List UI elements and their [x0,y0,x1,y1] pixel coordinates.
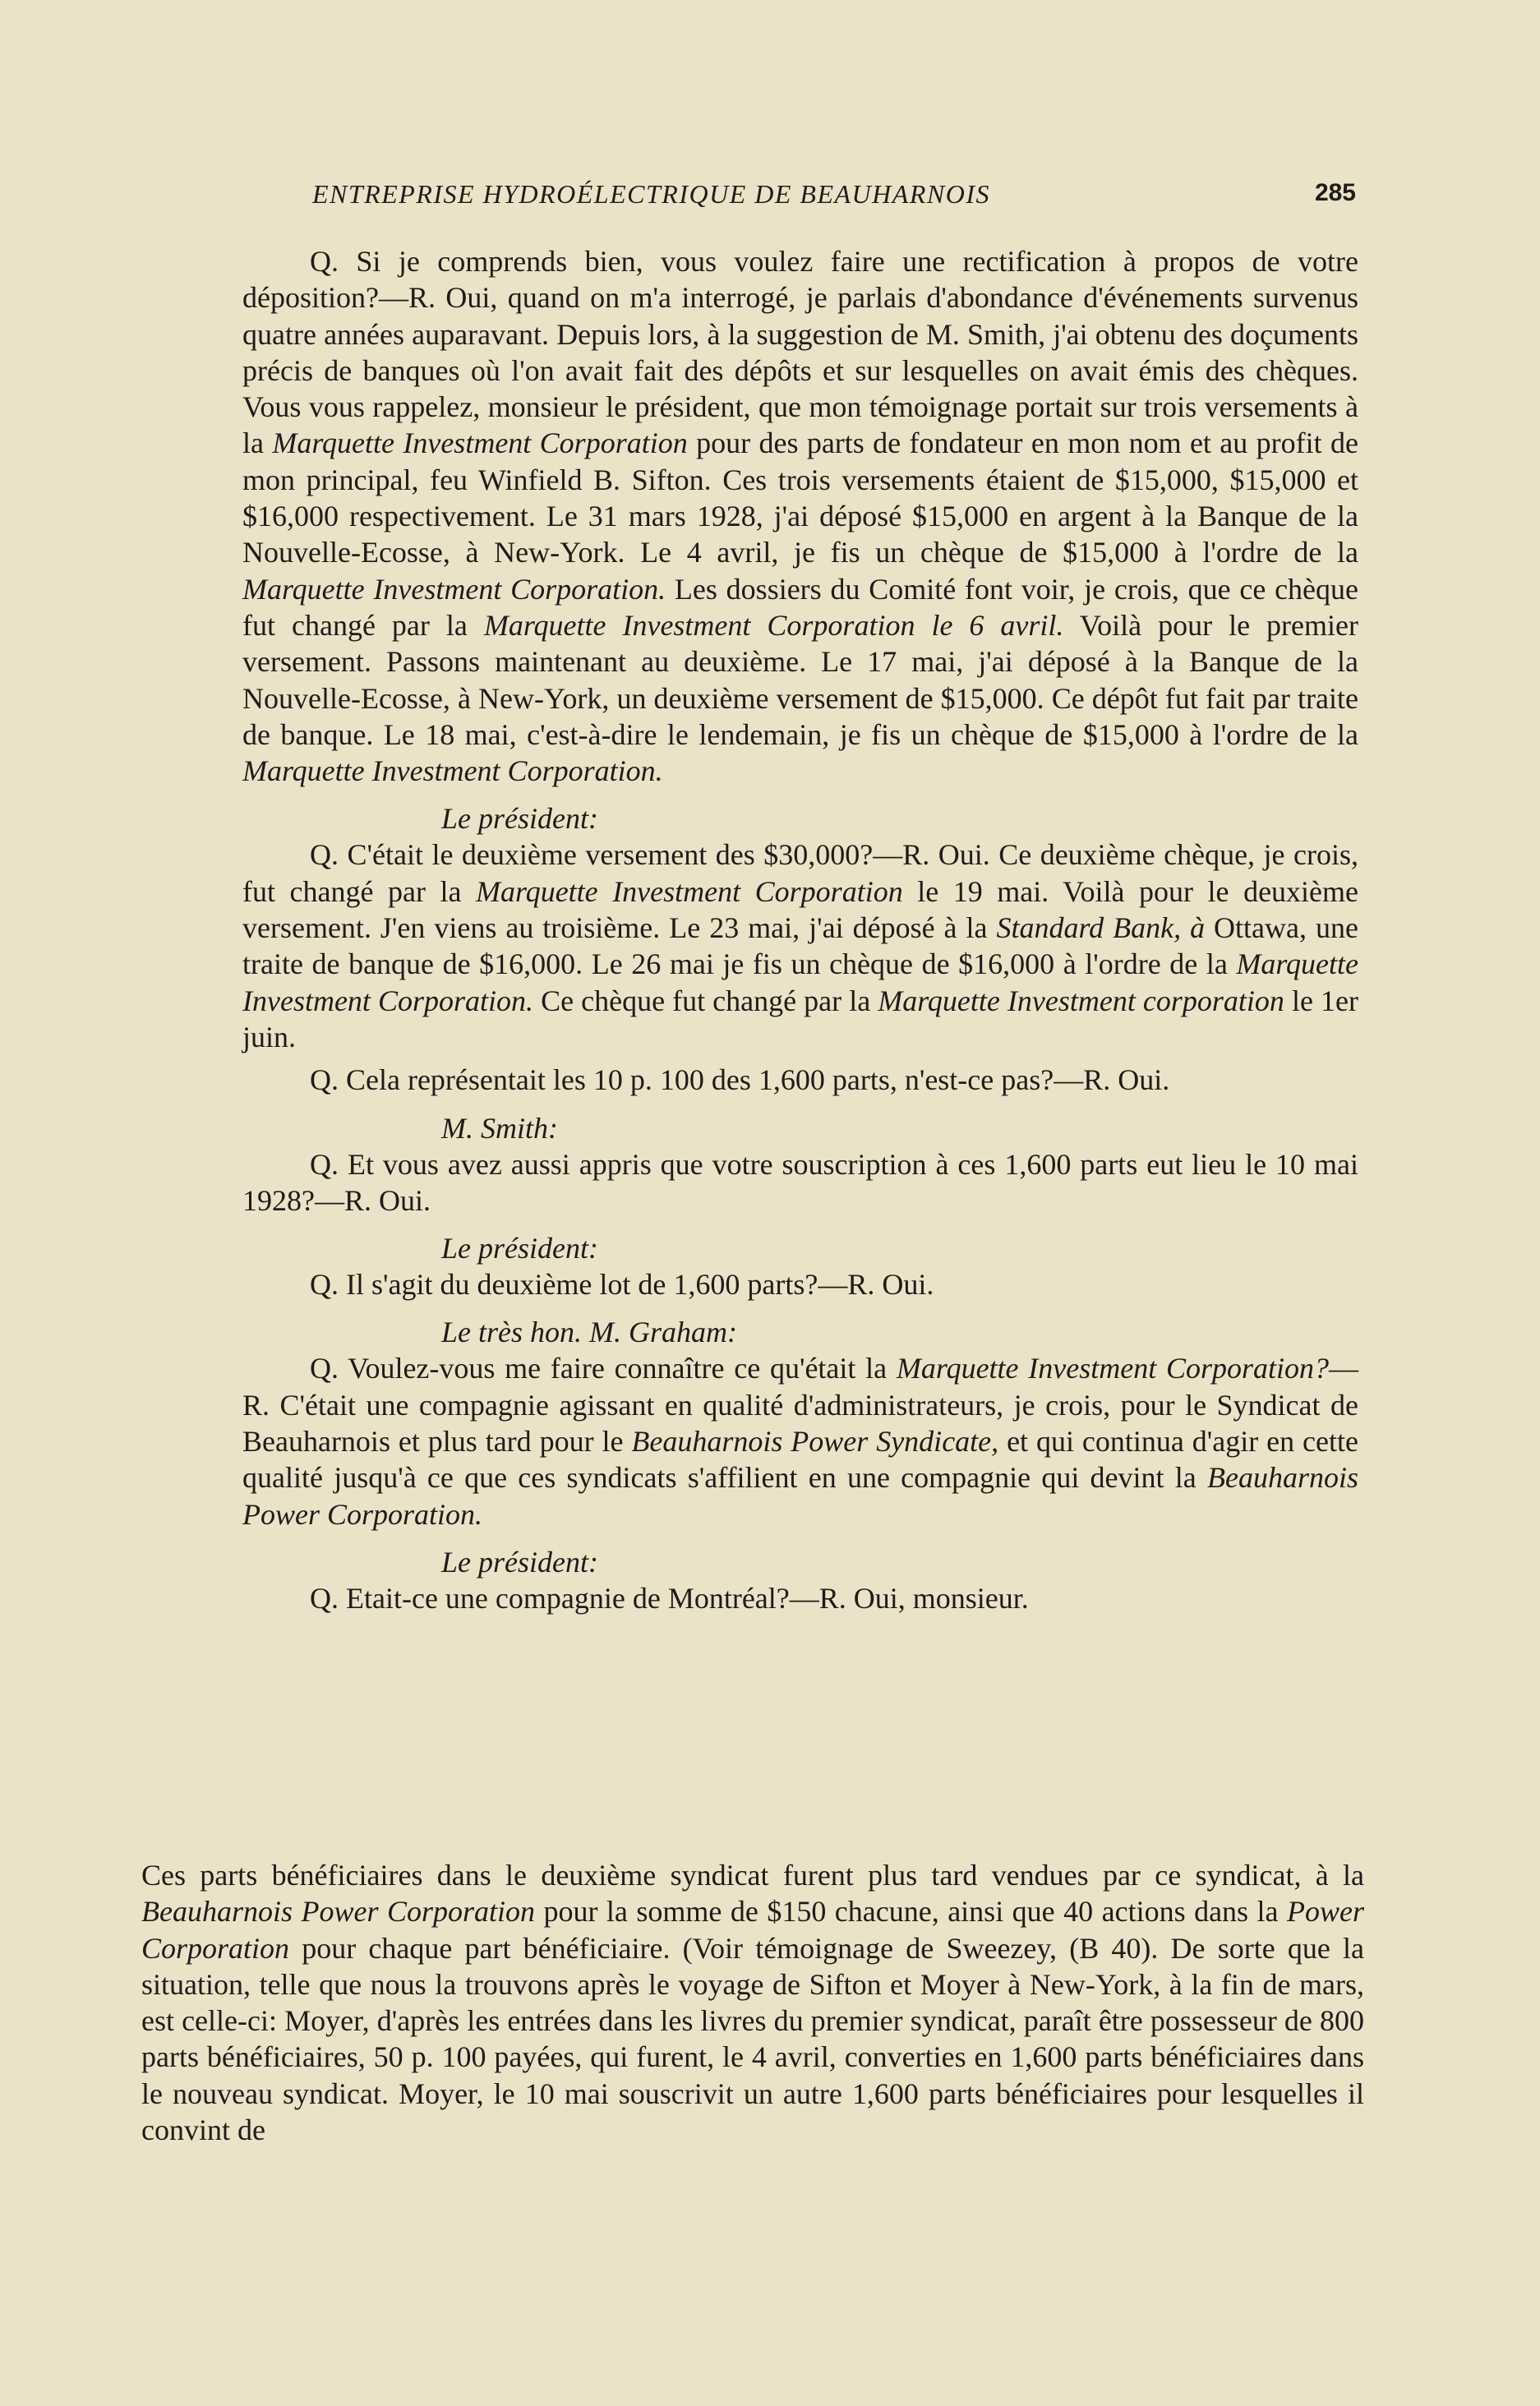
italic-segment: Beauharnois Power Corporation [141,1895,535,1929]
italic-segment: Standard Bank, à [996,911,1206,945]
italic-segment: Marquette Investment Corporation. [242,947,1358,1017]
testimony-block [242,243,1358,1616]
speaker-label: Le président: [441,1232,598,1265]
narrative-block [141,1857,1364,2148]
text-segment: pour des parts de fondateur en mon nom et au profit de mon principal, feu Winfield B. Sifton. Ces trois versements étaient de $15,000, $15,000 et $16,000 respectivement. Le 31 mars 1928, j'ai déposé $15,000 en argent à la Banque de la Nouvelle-Ecosse, à New-York. Le 4 avril, je fis un chèque de $15,000 à l'ordre de la [242,426,1359,569]
speaker-label: Le président: [441,802,598,836]
text-segment: —R. C'était une compagnie agissant en qualité d'administrateurs, je crois, pour le Syndicat de Beauharnois et plus tard pour le [242,1352,1358,1459]
text-segment: Q. Etait-ce une compagnie de Montréal?—R. Oui, monsieur. [310,1581,1029,1615]
text-segment: Voilà pour le premier versement. Passons maintenant au deuxième. Le 17 mai, j'ai déposé à la Banque de la Nouvelle-Ecosse, à New-York, un deuxième versement de $15,000. Ce dépôt fut fait par traite de banque. Le 18 mai, c'est-à-dire le lendemain, je fis un chèque de $15,000 à l'ordre de la [242,608,1358,751]
italic-segment: Power Corporation [141,1895,1365,1965]
text-segment: Ce chèque fut changé par la [533,984,878,1017]
narrative-paragraph [141,1857,1364,2148]
speaker-label: Le président: [441,1545,598,1579]
qa-paragraph [242,1266,1358,1302]
qa-paragraph [242,1350,1358,1532]
text-segment: Q. Cela représentait les 10 p. 100 des 1,600 parts, n'est-ce pas?—R. Oui. [310,1063,1170,1097]
italic-segment: Marquette Investment Corporation [272,426,688,460]
italic-segment: Beauharnois Power Corporation. [242,1461,1358,1531]
text-segment: le 1er juin. [242,984,1358,1053]
text-segment: Q. Voulez-vous me faire connaître ce qu'était la [310,1352,897,1385]
running-title: ENTREPRISE HYDROÉLECTRIQUE DE BEAUHARNOIS [312,179,990,209]
qa-paragraph [242,1580,1358,1616]
qa-paragraph [242,243,1358,789]
speaker-label: Le très hon. M. Graham: [441,1316,737,1349]
text-segment: Q. Il s'agit du deuxième lot de 1,600 parts?—R. Oui. [310,1268,934,1302]
qa-paragraph [242,1146,1358,1219]
speaker-label: M. Smith: [441,1111,558,1145]
page-header [312,179,1356,212]
text-segment: Q. C'était le deuxième versement des $30,000?—R. Oui. Ce deuxième chèque, je crois, fut changé par la [242,838,1358,908]
italic-segment: Marquette Investment Corporation? [896,1352,1329,1385]
italic-segment: Marquette Investment Corporation. [242,754,663,788]
text-segment: pour chaque part bénéficiaire. (Voir témoignage de Sweezey, (B 40). De sorte que la situation, telle que nous la trouvons après le voyage de Sifton et Moyer à New-York, à la fin de mars, est celle-ci: Moyer, d'après les entrées dans les livres du premier syndicat, paraît être possesseur de 800 parts bénéficiaires, 50 p. 100 payées, qui furent, le 4 avril, converties en 1,600 parts bénéficiaires dans le nouveau syndicat. Moyer, le 10 mai souscrivit un autre 1,600 parts bénéficiaires pour lesquelles il convint de [141,1931,1364,2147]
qa-paragraph [242,837,1358,1055]
italic-segment: Beauharnois Power Syndicate, [631,1425,999,1459]
text-segment: Les dossiers du Comité font voir, je crois, que ce chèque fut changé par la [242,572,1359,642]
text-segment: pour la somme de $150 chacune, ainsi que 40 actions dans la [534,1895,1288,1929]
italic-segment: Marquette Investment Corporation. [242,572,666,606]
italic-segment: Marquette Investment Corporation le 6 avril. [483,608,1064,642]
italic-segment: Marquette Investment corporation [878,984,1284,1017]
text-segment: Q. Si je comprends bien, vous voulez faire une rectification à propos de votre déposition?—R. Oui, quand on m'a interrogé, je parlais d'abondance d'événements survenus quatre années auparavant. Depuis lors, à la suggestion de M. Smith, j'ai obtenu des doçuments précis de banques où l'on avait fait des dépôts et sur lesquelles on avait émis des chèques. Vous vous rappelez, monsieur le président, que mon témoignage portait sur trois versements à la [242,245,1358,460]
text-segment: Ces parts bénéficiaires dans le deuxième syndicat furent plus tard vendues par ce syndicat, à la [141,1859,1364,1892]
text-segment: Ottawa, une traite de banque de $16,000. Le 26 mai je fis un chèque de $16,000 à l'ordre de la [242,911,1358,981]
qa-paragraph [242,1062,1358,1098]
text-segment: et qui continua d'agir en cette qualité jusqu'à ce que ces syndicats s'affilient en une compagnie qui devint la [242,1425,1358,1495]
page-number: 285 [1314,179,1356,206]
text-segment: Q. Et vous avez aussi appris que votre souscription à ces 1,600 parts eut lieu le 10 mai 1928?—R. Oui. [242,1147,1358,1217]
italic-segment: Marquette Investment Corporation [476,874,903,908]
text-segment: le 19 mai. Voilà pour le deuxième versement. J'en viens au troisième. Le 23 mai, j'ai déposé à la [242,874,1359,945]
